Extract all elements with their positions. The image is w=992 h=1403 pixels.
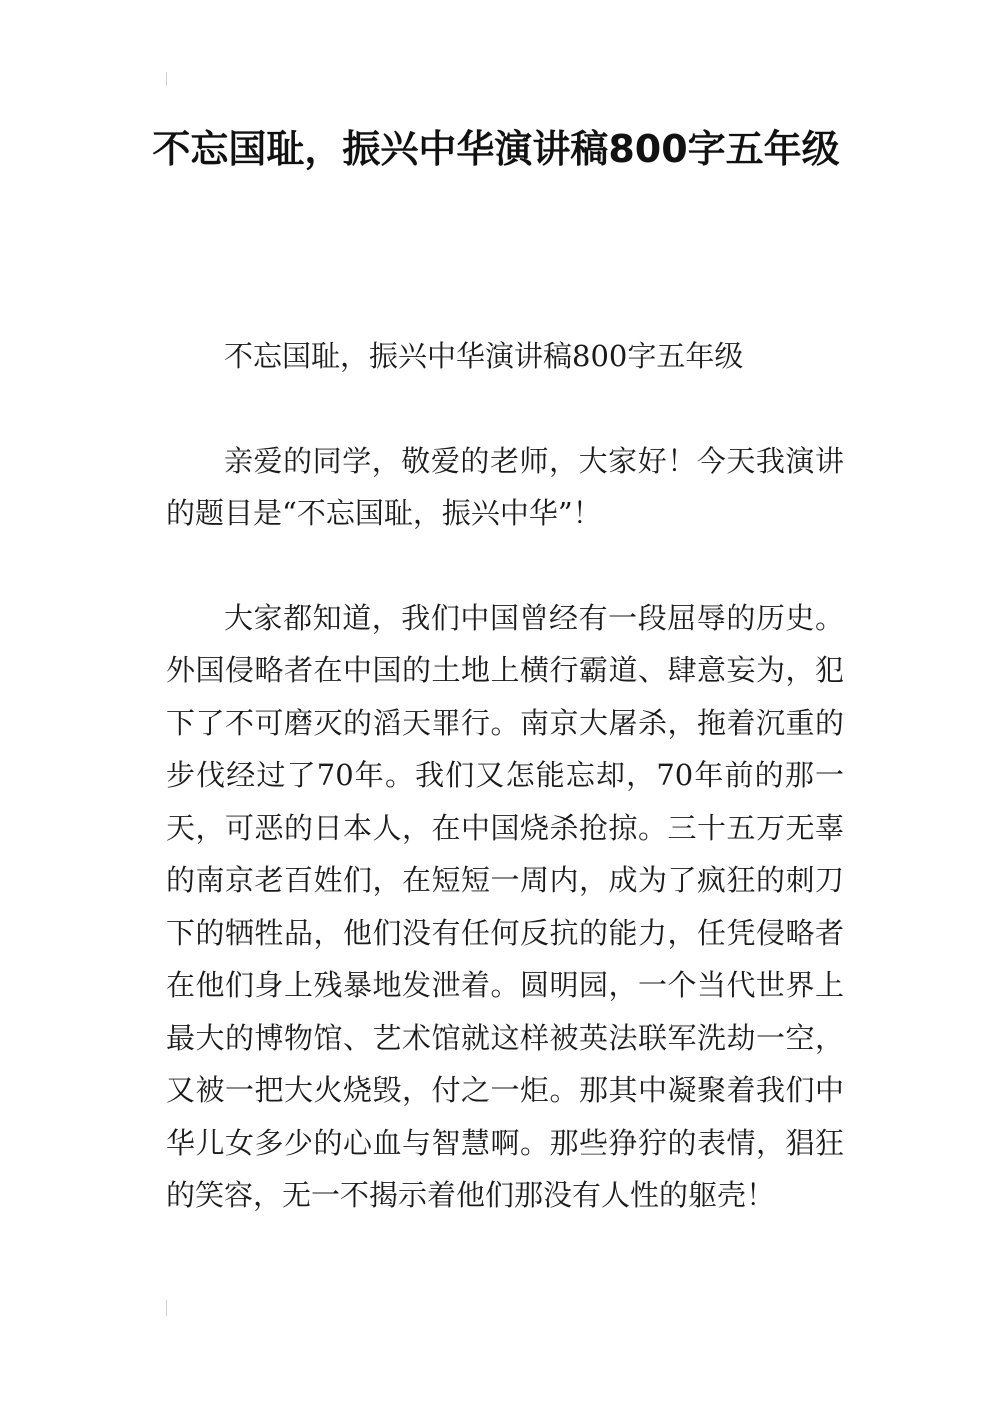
document-subtitle: 不忘国耻，振兴中华演讲稿800字五年级 [224,339,744,373]
document-title: 不忘国耻，振兴中华演讲稿800字五年级 [152,127,840,171]
crop-mark-bottom [166,1300,167,1316]
paragraph-history: 大家都知道，我们中国曾经有一段屈辱的历史。外国侵略者在中国的土地上横行霸道、肆意妄为，犯下了不可磨灭的滔天罪行。南京大屠杀，拖着沉重的步伐经过了70年。我们又怎能忘却，70年前的那一天，可恶的日本人，在中国烧杀抢掠。三十五万无辜的南京老百姓们，在短短一周内，成为了疯狂的刺刀下的牺牲品，他们没有任何反抗的能力，任凭侵略者在他们身上残暴地发泄着。圆明园，一个当代世界上最大的博物馆、艺术馆就这样被英法联军洗劫一空，又被一把大火烧毁，付之一炬。那其中凝聚着我们中华儿女多少的心血与智慧啊。那些狰狞的表情，猖狂的笑容，无一不揭示着他们那没有人性的躯壳！ [166,600,844,1212]
crop-mark-top [166,72,167,86]
document-body [166,330,844,1222]
paragraph-greeting: 亲爱的同学，敬爱的老师，大家好！今天我演讲的题目是“不忘国耻，振兴中华”！ [166,443,844,530]
